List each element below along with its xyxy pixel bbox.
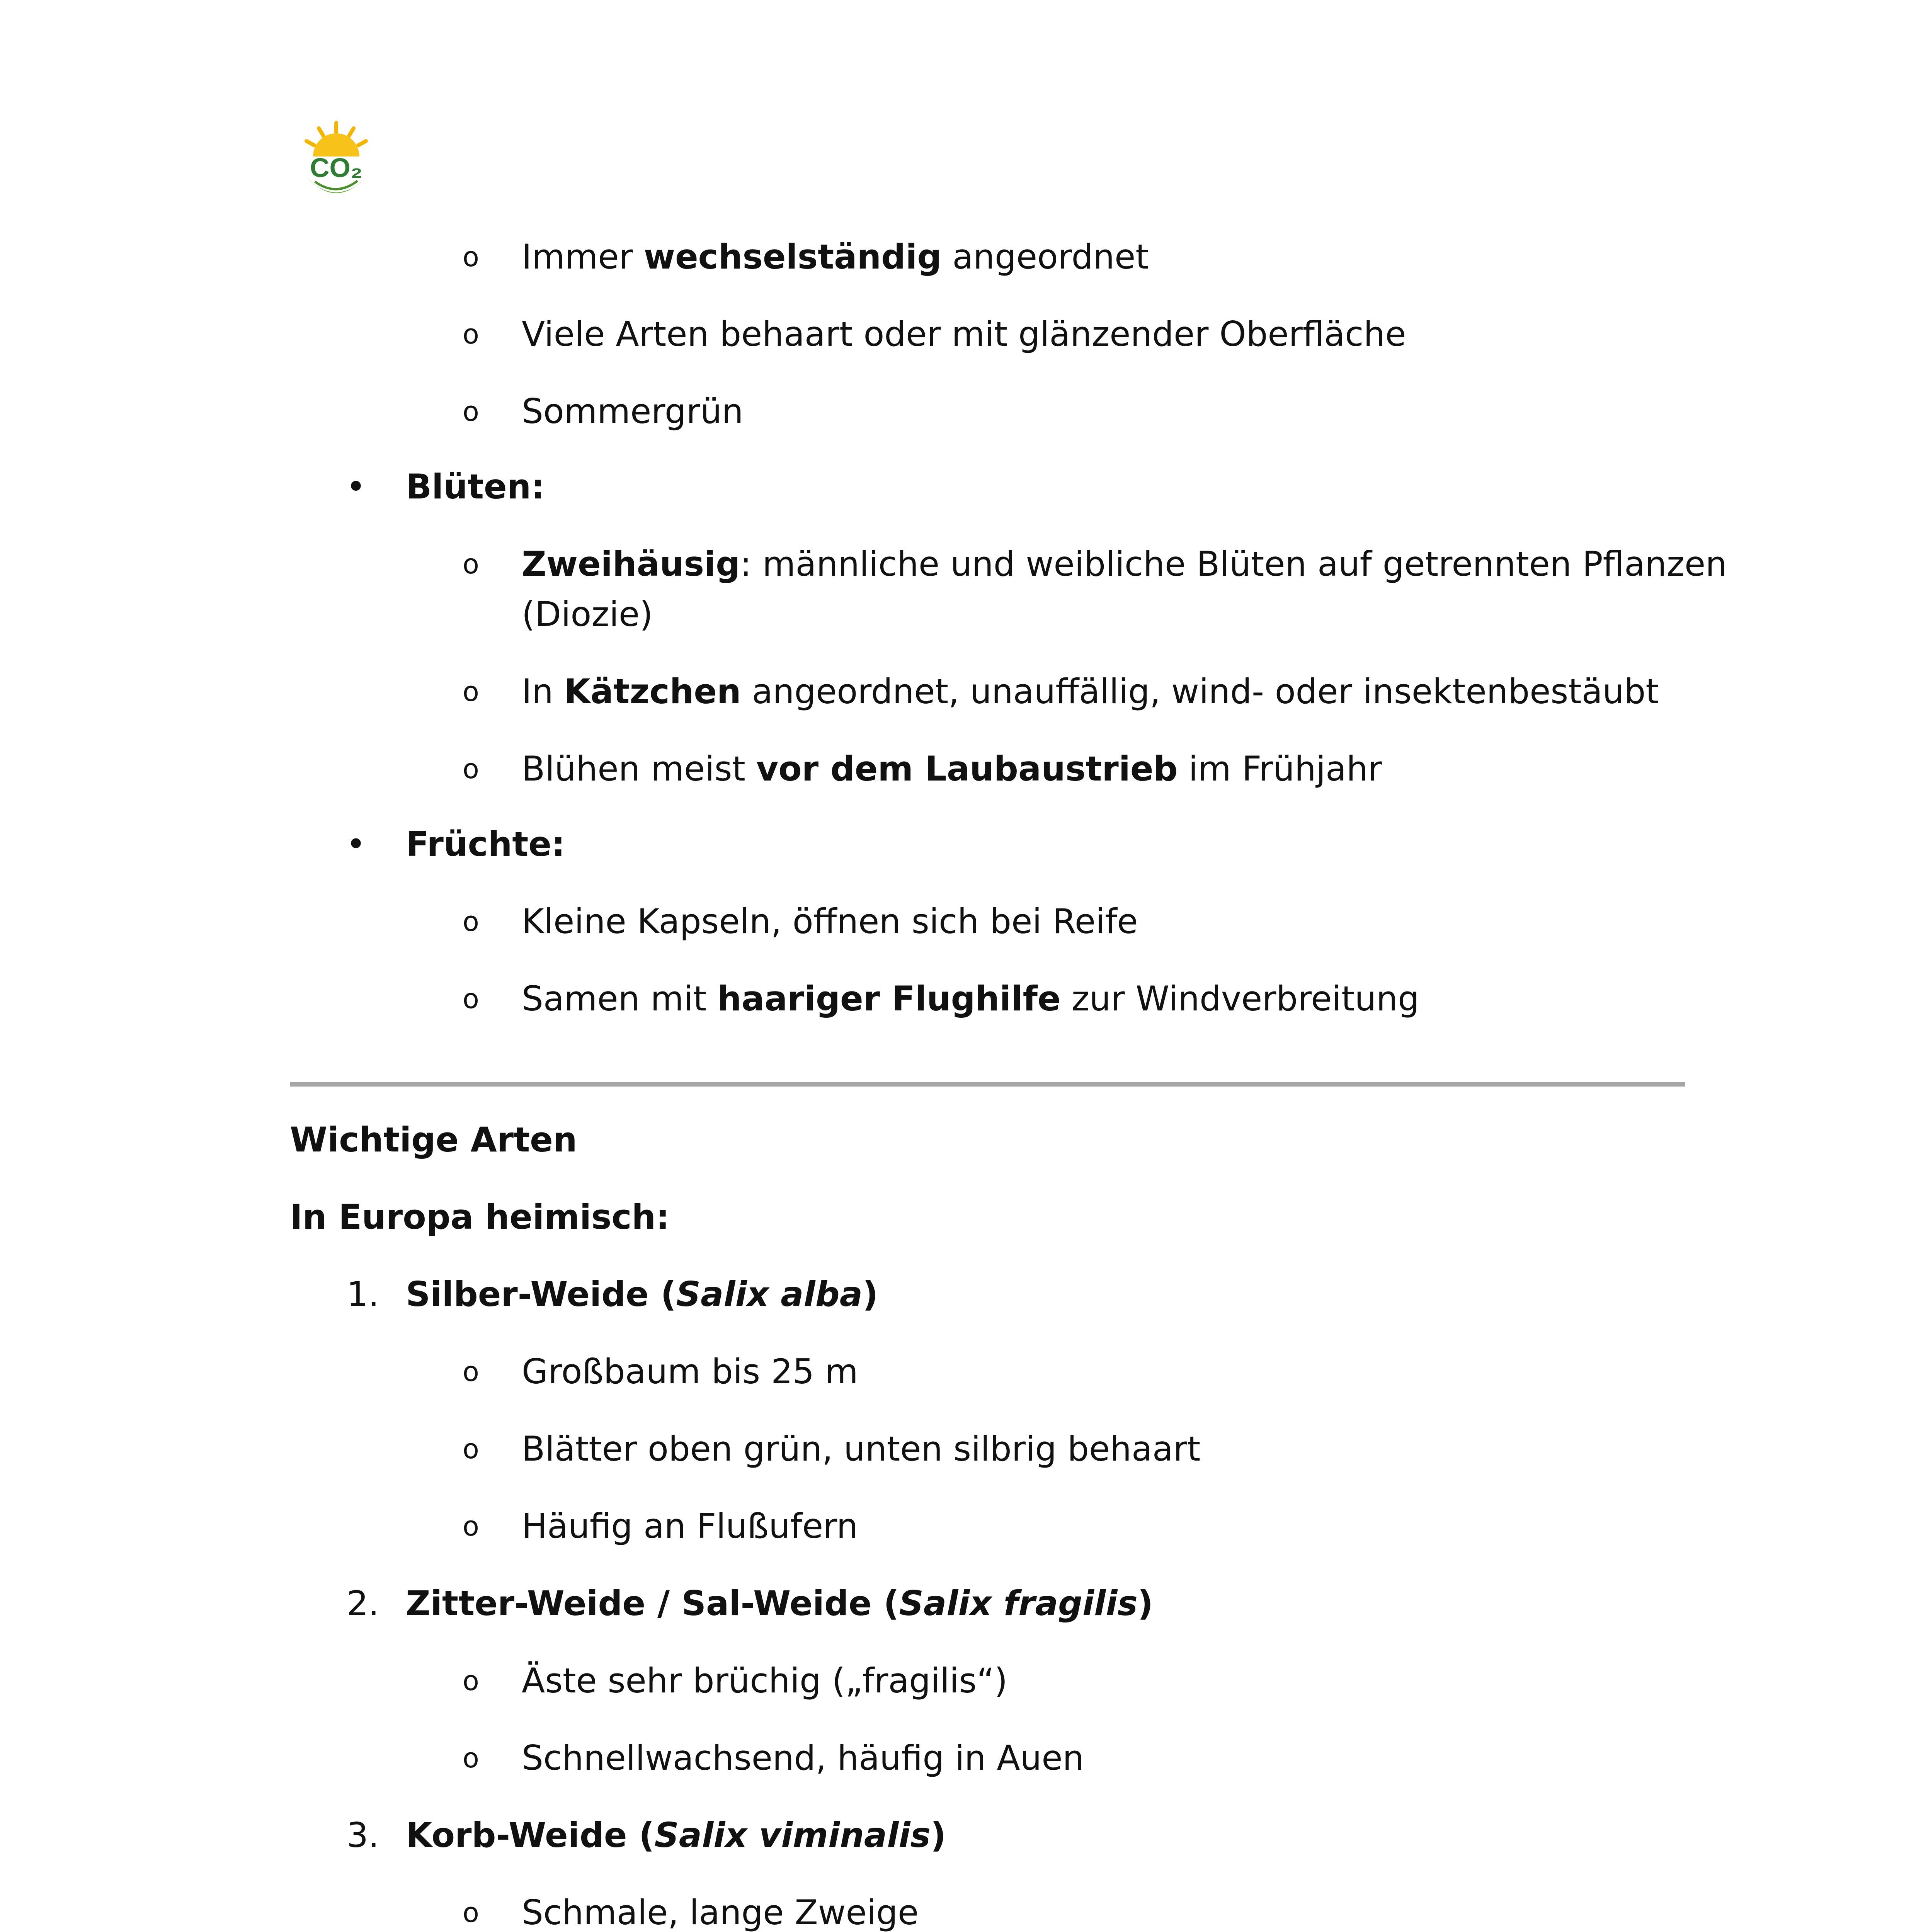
- numbered-item: [406, 1578, 1153, 1629]
- sub-list-item-continuation: [522, 589, 653, 639]
- list-item: [406, 462, 545, 512]
- list-number: 1.: [347, 1274, 379, 1314]
- text-run: ): [863, 1274, 878, 1314]
- text-run: : männliche und weibliche Blüten auf getrennten Pflanzen: [740, 544, 1727, 584]
- text-run: Großbaum bis 25 m: [522, 1352, 858, 1391]
- text-run: Blätter oben grün, unten silbrig behaart: [522, 1429, 1201, 1469]
- sub-list-item: [522, 1347, 858, 1397]
- text-run: Zweihäusig: [522, 544, 740, 584]
- text-run: ): [931, 1815, 946, 1855]
- text-run: Salix viminalis: [654, 1815, 931, 1855]
- sub-list-item: [522, 1656, 1007, 1706]
- sub-list-item: [522, 1733, 1084, 1783]
- hollow-bullet-icon: o: [463, 1433, 479, 1465]
- text-run: Früchte:: [406, 824, 565, 864]
- text-run: angeordnet, unauffällig, wind- oder insektenbestäubt: [741, 672, 1659, 711]
- hollow-bullet-icon: o: [463, 906, 479, 937]
- hollow-bullet-icon: o: [463, 1897, 479, 1929]
- text-run: angeordnet: [941, 237, 1149, 277]
- section-heading: [290, 1115, 577, 1165]
- text-run: Viele Arten behaart oder mit glänzender Oberfläche: [522, 314, 1406, 354]
- text-run: ): [1137, 1583, 1154, 1623]
- sub-list-item: [522, 1424, 1200, 1474]
- bullet-icon: •: [346, 467, 366, 507]
- hollow-bullet-icon: o: [463, 1510, 479, 1542]
- text-run: Samen mit: [522, 979, 718, 1019]
- text-run: Korb-Weide (: [406, 1815, 655, 1855]
- text-run: Äste sehr brüchig („fragilis“): [522, 1661, 1008, 1701]
- hollow-bullet-icon: o: [463, 753, 479, 785]
- list-number: 3.: [347, 1815, 379, 1855]
- numbered-item: [406, 1269, 878, 1320]
- sub-list-item: [522, 539, 1727, 589]
- section-heading: [290, 1192, 669, 1242]
- text-run: In Europa heimisch:: [290, 1197, 670, 1237]
- text-run: Schnellwachsend, häufig in Auen: [522, 1738, 1084, 1778]
- sub-list-item: [522, 1501, 858, 1551]
- list-number: 2.: [347, 1583, 379, 1623]
- sub-list-item: [522, 974, 1419, 1024]
- hollow-bullet-icon: o: [463, 396, 479, 427]
- hollow-bullet-icon: o: [463, 983, 479, 1015]
- text-run: (Diozie): [522, 594, 653, 634]
- co2-logo-icon: [299, 120, 373, 201]
- text-run: zur Windverbreitung: [1060, 979, 1419, 1019]
- hollow-bullet-icon: o: [463, 1356, 479, 1388]
- text-run: haariger Flughilfe: [717, 979, 1061, 1019]
- text-run: Kleine Kapseln, öffnen sich bei Reife: [522, 901, 1138, 941]
- hollow-bullet-icon: o: [463, 1742, 479, 1774]
- text-run: Häufig an Flußufern: [522, 1506, 858, 1546]
- text-run: Schmale, lange Zweige: [522, 1893, 919, 1932]
- sub-list-item: [522, 386, 744, 437]
- text-run: Silber-Weide (: [406, 1274, 676, 1314]
- list-item: [406, 819, 565, 869]
- numbered-item: [406, 1810, 946, 1861]
- text-run: Wichtige Arten: [290, 1120, 577, 1160]
- sub-list-item: [522, 896, 1138, 947]
- text-run: Sommergrün: [522, 391, 744, 431]
- hollow-bullet-icon: o: [463, 1665, 479, 1697]
- horizontal-divider: [290, 1082, 1685, 1087]
- hollow-bullet-icon: o: [463, 241, 479, 273]
- text-run: Blüten:: [406, 467, 545, 507]
- sub-list-item: [522, 744, 1382, 794]
- text-run: Kätzchen: [564, 672, 741, 711]
- text-run: Salix alba: [676, 1274, 863, 1314]
- sub-list-item: [522, 1888, 919, 1932]
- sub-list-item: [522, 309, 1406, 359]
- sub-list-item: [522, 232, 1149, 282]
- text-run: In: [522, 672, 564, 711]
- hollow-bullet-icon: o: [463, 318, 479, 350]
- text-run: vor dem Laubaustrieb: [756, 749, 1178, 789]
- text-run: Salix fragilis: [899, 1583, 1138, 1623]
- text-run: Immer: [522, 237, 644, 277]
- hollow-bullet-icon: o: [463, 548, 479, 580]
- text-run: Blühen meist: [522, 749, 756, 789]
- hollow-bullet-icon: o: [463, 676, 479, 707]
- text-run: wechselständig: [643, 237, 942, 277]
- text-run: im Frühjahr: [1178, 749, 1382, 789]
- bullet-icon: •: [346, 824, 366, 864]
- sub-list-item: [522, 667, 1659, 717]
- logo-text: CO₂: [310, 153, 363, 183]
- text-run: Zitter-Weide / Sal-Weide (: [406, 1583, 899, 1623]
